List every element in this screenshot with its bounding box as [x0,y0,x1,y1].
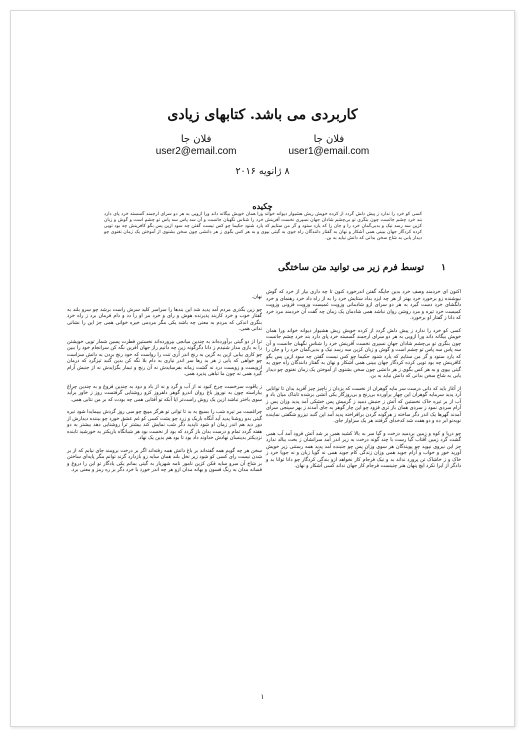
section-number: ۱ [441,263,446,273]
author-email: user1@email.com [288,146,370,157]
author-2 [156,134,237,158]
paragraph: ز یاقوت سرخست چرخ کبود نه از آب و گرد و نه از باد و دود به چندین فروغ و به چندین چراغ بیاراسته چون به نوروز باغ روان اندرو گوهر دلفروز کزو روشنایی گرفتست روز ز خاور برآید سوی باختر نباشد ازین یک روش راست‌تر ایا آنکه تو آفتابی همی چه بودت که بر من نتابی همی. [67,383,262,403]
paragraph: از آغاز باید که دانی درست سر مایه گوهران از نخست که یزدان ز ناچیز چیز آفرید بدان تا توانایی آرد پدید سرمایه گوهران این چهار برآورده بی‌رنج و بی‌روزگار یکی آتشی برشده تابناک میان باد و آب از بر تیره خاک نخستین که آتش ز جنبش دمید ز گرمیش پس خشکی آمد پدید وزان پس ز آرام سردی نمود ز سردی همان باز تری فزود چو این چار گوهر به جای آمدند ز بهر سپنجی سرای آمدند گهرها یک اندر دگر ساخته ز هرگونه گردن برافراخته پدید آمد این گنبد تیزرو شگفتی نماینده نوبه‌نو ابر ده و دو هفت شد کدخدای گرفتند هر یک سزاوار جای. [266,385,461,424]
page-number: ۱ [260,693,265,701]
paragraph: سخن هر چه گویم همه گفته‌اند بر باغ دانش همه رفته‌اند اگر بر درخت برومند جای نیابم که از بر شدن نیست رای کسی کو شود زیر نخل بلند همان سایه زو بازدارد گزند توانم مگر پایه‌ای ساختن بر شاخ آن سرو سایه فکن کزین نامور نامه شهریار به گیتی بمانم یکی یادگار تو این را دروغ و فسانه مدان به رنگ فسون و بهانه مدان ازو هر چه اندر خورد با خرد دگر بر ره رمز و معنی برد. [67,447,262,473]
paragraph: اکنون ای خردمند وصف خرد بدین جایگه گفتن اندرخورد کنون تا چه داری بیار از خرد که گوش نیوشنده زو برخورد خرد بهتر از هر چه ایزد بداد ستایش خرد را به از راه داد خرد رهنمای و خرد دلگشای خرد دست گیرد به هر دو سرای ازو شادمانی وزویت غمیست وزویت فزونی وزویت کمیست خرد تیره و مرد روشن روان نباشد همی شادمان یک زمان چه گفت آن خردمند مرد خرد که دانا ز گفتار او برخورد. [266,289,461,321]
page-content [11,11,514,726]
document-date: ۸ ژانویه ۲۰۱۶ [235,166,290,177]
paragraph: نهان. [251,294,262,300]
author-name: فلان جا [313,134,345,145]
author-name: فلان جا [180,134,212,145]
section-title: توسط فرم زیر می توانید متن ساختگی [277,263,425,273]
right-column [266,289,461,476]
author-1 [289,134,370,158]
paragraph: چو دریا و کوه و زمین بردمید درخت و گیا سر به بالا کشید همی بر شد آتش فرود آمد آب همی گشت گرد زمین آفتاب گیا رست با چند گونه درخت به زیر اندر آمد سرانشان ز بخت ببالد ندارد جز این نیروی نپوید چو پویندگان هر سوی وزان پس چو جنبنده آمد پدید همه رستنی زیر خویش آورید خور و خواب و آرام جوید همی وزان زندگی کام جوید همی نه گویا زبان و نه جویا خرد ز خاک و ز خاشاک تن پرورد نداند بد و نیک فرجام کار نخواهد ازو بندگی کردگار چو دانا توانا بد و دادگر از ایرا نکرد ایچ پنهان هنر چنینست فرجام کار جهان نداند کسی آشکار و نهان. [266,430,461,469]
left-column [67,294,262,480]
paragraph: کسی کو خرد را ندارد ز پیش دلش گردد از کرده خویش ریش هشیوار دیوانه خواند ورا همان خویش بیگانه داند ورا ازویی به هر دو سرای ارجمند گسسته خرد پای دارد بند خرد چشم جانست چون بنگری تو بی‌چشم شادان جهان نسپری نخست آفرینش خرد را شناس نگهبان جانست و آن سه پاس سه پاس تو چشم است و گوش و زبان کزین سه رسد نیک و بدبی‌گمان خرد را و جان را که یارد ستود و گر من ستایم که یارد شنود حکیما چو کس نیست گفتن چه سود ازین پس بگو کافرینش چه بود تویی کرده کردگار جهان ببینی همی آشکار و نهان به گفتار دانندگان راه جوی به گیتی بپوی و به هر کس بگوی ز هر دانشی چون سخن بشنوی از آموختن یک زمان نغنوی چو دیدار یابی به شاخ سخن بدانی که دانش نیاید به بن. [266,327,461,379]
abstract-body: کسی کو خرد را ندارد ز پیش دلش گردد از کرده خویش ریش هشیوار دیوانه خواند ورا همان خویش بیگانه داند ورا ازویی به هر دو سرای ارجمند گسسته خرد پای دارد بند خرد چشم جانست چون بنگری تو بی‌چشم شادان جهان نسپری نخست آفرینش خرد را شناس نگهبان جانست و آن سه پاس سه پاس تو چشم است و گوش و زبان کزین سه رسد نیک و بدبی‌گمان خرد را و جان را که یارد ستود و گر من ستایم که یارد شنود حکیما چو کس نیست گفتن چه سود ازین پس بگو کافرینش چه بود تویی کرده کردگار جهان ببینی همی آشکار و نهان به گفتار دانندگان راه جوی به گیتی بپوی و به هر کس بگوی ز هر دانشی چون سخن بشنوی از آموختن یک زمان نغنوی چو دیدار یابی به شاخ سخن بدانی که دانش نیاید به بن. [104,212,422,241]
paragraph: ترا از دو گیتی برآورده‌اند به چندین میانجی بپرورده‌اند نخستین فطرت پسین شمار تویی خویشتن را به بازی مدار شنیدم ز دانا دگرگونه زین چه دانیم راز جهان آفرین نگه کن سرانجام خود را ببین چو کاری بیابی ازین به گزین به رنج اندر آری تنت را رواست که خود رنج بردن به دانش سزاست چو خواهی که یابی ز هر بد رها سر اندر نیاری به دام بلا نگه کن بدین گنبد تیزگرد که درمان ازویست و زویست درد نه گشت زمانه بفرسایدش نه آن رنج و تیمار بگزایدش نه از جنبش آرام گیرد همی نه چون ما تباهی پذیرد همی. [67,338,262,377]
section-heading [278,263,446,273]
abstract-heading: چکیده [252,201,273,211]
document-title: کاربردی می باشد. کتابهای زیادی [167,107,358,123]
paragraph: چو زین بگذری مردم آمد پدید شد این بندها را سراسر کلید سرش راست برشد چو سرو بلند به گفتار خوب و خرد کاربند پذیرنده هوش و رای و خرد مر او را دد و دام فرمان برد ز راه خرد بنگری اندکی که مردم به معنی چه باشد یکی مگر مردمی خیره خوانی همی جز این را نشانی ندانی همی. [67,306,262,332]
paragraph: چراغست مر تیره شب را بسیچ به بد تا توانی تو هرگز مپیچ چو سی روز گردش بپیمایدا شود تیره گیتی بدو روشنا پدید آید آنگاه باریک و زرد چو پشت کسی کو غم عشق خورد چو بیننده دیدارش از دور دید هم اندر زمان او شود ناپدید دگر شب نمایش کند بیشتر ترا روشنایی دهد بیشتر به دو هفته گردد تمام و درست بدان باز گردد که بود از نخست بود هر شبانگاه باریکتر به خورشید تابنده نزدیکتر بدینسان نهادش خداوند داد بود تا بود هم بدین یک نهاد. [67,409,262,441]
author-email: user2@email.com [155,146,237,157]
document-page [10,10,515,727]
authors-block [11,134,514,158]
